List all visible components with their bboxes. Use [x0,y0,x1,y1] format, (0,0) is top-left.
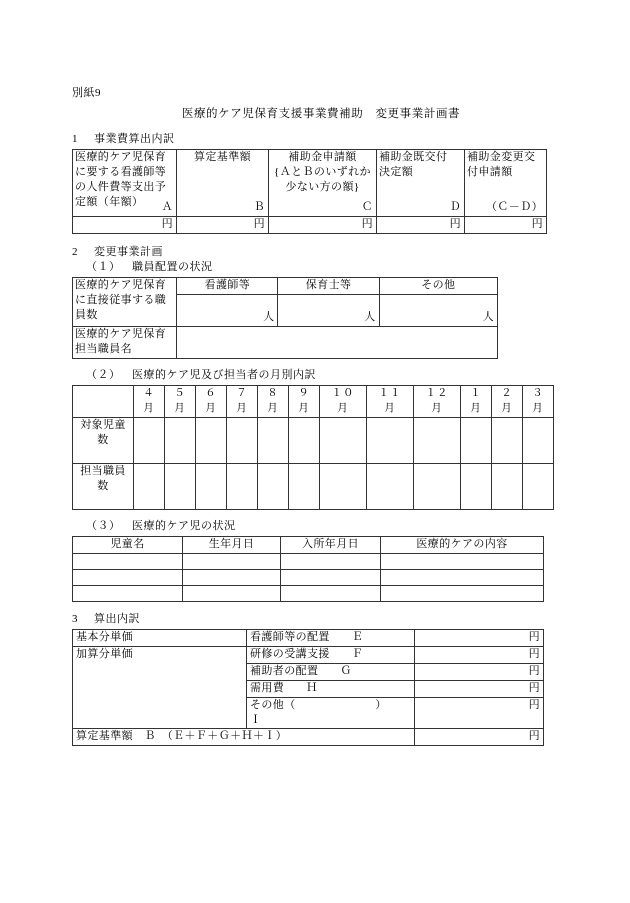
table-row [73,217,547,234]
row-header-total-standard: 算定基準額 Ｂ （Ｅ＋Ｆ＋Ｇ＋Ｈ＋Ｉ） [73,729,415,746]
item-supplies-cost [247,681,415,698]
cell-target-5[interactable] [165,418,196,464]
cell-admission-date[interactable] [281,570,381,586]
cell-child-name[interactable] [73,586,183,602]
month-number: １ [470,388,482,399]
month-unit: 月 [501,403,513,414]
month-number: ８ [267,388,279,399]
row-label-line: 担当職員 [80,465,126,477]
value-cell-a[interactable]: 円 [73,217,177,234]
cell-staff-1[interactable] [461,464,492,510]
section-1-number: 1 [72,133,78,145]
sub-title: 医療的ケア児及び担当者の月別内訳 [132,369,316,381]
month-header-3 [523,386,554,418]
value-cell-d[interactable]: 円 [377,217,465,234]
section-1-label: 事業費算出内訳 [94,133,175,145]
item-label: 研修の受講支援 [250,648,330,660]
cell-staff-8[interactable] [258,464,289,510]
month-number: ９ [298,388,310,399]
month-number: １２ [425,388,449,399]
item-nurse-placement [247,630,415,647]
month-number: ５ [174,388,186,399]
unit-person: 人 [263,311,275,323]
item-code: Ｈ [306,682,318,694]
month-number: ３ [532,388,544,399]
section-2-label: 変更事業計画 [94,246,163,258]
cell-target-2[interactable] [492,418,523,464]
header-line: 医療的ケア児保育 [75,279,167,291]
cell-target-10[interactable] [320,418,367,464]
children-status-table [72,536,544,602]
cell-admission-date[interactable] [281,554,381,570]
table-row [73,150,547,217]
header-line: 補助金申請額 [288,151,357,163]
header-line: 決定額 [379,166,414,178]
item-label: 補助者の配置 [250,665,319,677]
document-body [72,86,552,746]
value-cell-childcare-count[interactable] [278,295,379,327]
table-row [73,327,498,359]
cell-staff-5[interactable] [165,464,196,510]
cell-admission-date[interactable] [281,586,381,602]
item-other [247,698,415,729]
month-header-1 [461,386,492,418]
value-cell-staff-names[interactable] [177,327,498,359]
month-unit: 月 [470,403,482,414]
section-2-1-heading [72,260,552,275]
cell-target-1[interactable] [461,418,492,464]
section-3-heading [72,612,552,627]
cell-staff-7[interactable] [227,464,258,510]
col-header-change-application [465,150,547,217]
cell-care-content[interactable] [381,554,544,570]
sub-title: 医療的ケア児の状況 [132,520,236,532]
unit-price-breakdown-table [72,629,544,746]
col-header-care-content: 医療的ケアの内容 [381,537,544,554]
table-row [73,630,544,647]
table-row [73,386,554,418]
cell-target-11[interactable] [367,418,414,464]
month-header-9 [289,386,320,418]
value-total-standard[interactable]: 円 [415,729,544,746]
table-row [73,464,554,510]
value-cell-cd[interactable]: 円 [465,217,547,234]
cell-target-6[interactable] [196,418,227,464]
cell-staff-12[interactable] [414,464,461,510]
item-label: 需用費 [250,682,285,694]
header-line: 補助金変更交 [467,151,536,163]
cell-target-12[interactable] [414,418,461,464]
month-header-11 [367,386,414,418]
table-row [73,570,544,586]
code-c: Ｃ [361,201,373,213]
cost-breakdown-table [72,149,547,234]
month-unit: 月 [143,403,155,414]
code-b: Ｂ [253,201,265,213]
value-training-support[interactable]: 円 [415,647,544,664]
unit-person: 人 [482,311,494,323]
code-d: Ｄ [449,201,461,213]
table-row [73,278,498,295]
row-header-direct-staff [73,278,177,327]
month-number: １１ [378,388,402,399]
header-line: に直接従事する職 [75,294,167,306]
table-row [73,586,544,602]
month-header-6 [196,386,227,418]
col-header-admission-date: 入所年月日 [281,537,381,554]
value-cell-nurse-count[interactable] [177,295,278,327]
month-unit: 月 [337,403,349,414]
month-number: ７ [236,388,248,399]
row-header-basic-unit-price: 基本分単価 [73,630,247,647]
row-header-target-children [73,418,134,464]
value-cell-other-count[interactable] [379,295,497,327]
month-unit: 月 [431,403,443,414]
header-line: の人件費等支出予 [75,181,167,193]
cell-target-3[interactable] [523,418,554,464]
corner-cell [73,386,134,418]
cell-care-content[interactable] [381,570,544,586]
col-header-subsidy-application [269,150,377,217]
value-assistant-placement[interactable]: 円 [415,664,544,681]
cell-target-8[interactable] [258,418,289,464]
value-cell-c[interactable]: 円 [269,217,377,234]
item-code: Ｆ [351,648,364,660]
value-cell-b[interactable]: 円 [177,217,269,234]
month-header-2 [492,386,523,418]
month-number: ２ [501,388,513,399]
month-number: １０ [331,388,355,399]
cell-staff-3[interactable] [523,464,554,510]
header-line: 付申請額 [467,166,513,178]
month-header-8 [258,386,289,418]
header-line: 医療的ケア児保育 [75,151,167,163]
cell-target-7[interactable] [227,418,258,464]
month-header-10 [320,386,367,418]
section-2-3-heading [72,519,552,534]
sub-title: 職員配置の状況 [132,261,213,273]
cell-birth-date[interactable] [183,554,281,570]
staff-allocation-table [72,277,498,359]
cell-staff-9[interactable] [289,464,320,510]
header-line: 少ない方の額} [285,181,360,193]
month-unit: 月 [236,403,248,414]
month-unit: 月 [174,403,186,414]
section-1-heading [72,132,552,147]
section-2-heading [72,245,552,260]
cell-birth-date[interactable] [183,586,281,602]
attachment-label: 別紙9 [72,87,101,99]
month-header-4 [134,386,165,418]
cell-staff-2[interactable] [492,464,523,510]
cell-child-name[interactable] [73,570,183,586]
col-header-other: その他 [379,278,497,295]
section-2-number: 2 [72,246,78,258]
month-unit: 月 [532,403,544,414]
col-header-expense-estimate [73,150,177,217]
table-row [73,647,544,664]
col-header-already-granted [377,150,465,217]
header-line: 担当職員名 [75,343,132,355]
page-title: 医療的ケア児保育支援事業費補助 変更事業計画書 [181,108,461,120]
value-other[interactable]: 円 [415,698,544,729]
month-number: ６ [205,388,217,399]
col-header-childcare-worker: 保育士等 [278,278,379,295]
col-header-birth-date: 生年月日 [183,537,281,554]
cell-staff-11[interactable] [367,464,414,510]
section-2-2-heading [72,368,552,383]
header-line: 員数 [75,309,98,321]
table-row [73,729,544,746]
section-3-label: 算出内訳 [94,613,140,625]
month-number: ４ [143,388,155,399]
header-line: {ＡとＢのいずれか [274,166,371,178]
table-row [73,554,544,570]
col-header-calculation-standard [177,150,269,217]
item-label: 看護師等の配置 [250,631,330,643]
unit-person: 人 [364,311,376,323]
value-supplies-cost[interactable]: 円 [415,681,544,698]
table-row [73,537,544,554]
col-header-nurse: 看護師等 [177,278,278,295]
header-line: 定額（年額） [75,196,144,208]
cell-staff-6[interactable] [196,464,227,510]
monthly-breakdown-table [72,385,554,510]
sub-label: （３） [86,520,121,532]
month-unit: 月 [267,403,279,414]
row-label-line: 対象児童 [80,419,126,431]
sub-label: （１） [86,261,121,273]
header-line: 医療的ケア児保育 [75,328,167,340]
cell-child-name[interactable] [73,554,183,570]
code-c-minus-d: （Ｃ－Ｄ） [486,201,543,213]
code-a: Ａ [161,201,173,213]
item-training-support [247,647,415,664]
row-label-line: 数 [97,480,109,492]
cell-target-4[interactable] [134,418,165,464]
item-code: Ｅ [351,631,364,643]
cell-care-content[interactable] [381,586,544,602]
month-header-5 [165,386,196,418]
row-label-line: 数 [97,434,109,446]
item-assistant-placement [247,664,415,681]
month-header-12 [414,386,461,418]
row-header-staff-names [73,327,177,359]
item-code: Ｇ [340,665,352,677]
cell-staff-10[interactable] [320,464,367,510]
item-label: その他（ ） [250,699,387,711]
row-header-additional-unit-price: 加算分単価 [73,647,247,729]
sub-label: （２） [86,369,121,381]
row-header-assigned-staff [73,464,134,510]
section-3-number: 3 [72,613,78,625]
header-line: 補助金既交付 [379,151,448,163]
month-unit: 月 [205,403,217,414]
header-line: に要する看護師等 [75,166,167,178]
item-code: Ｉ [250,714,262,726]
header-line: 算定基準額 [194,151,251,163]
month-unit: 月 [384,403,396,414]
table-row [73,418,554,464]
month-unit: 月 [298,403,310,414]
col-header-child-name: 児童名 [73,537,183,554]
month-header-7 [227,386,258,418]
cell-staff-4[interactable] [134,464,165,510]
cell-birth-date[interactable] [183,570,281,586]
cell-target-9[interactable] [289,418,320,464]
value-nurse-placement[interactable]: 円 [415,630,544,647]
